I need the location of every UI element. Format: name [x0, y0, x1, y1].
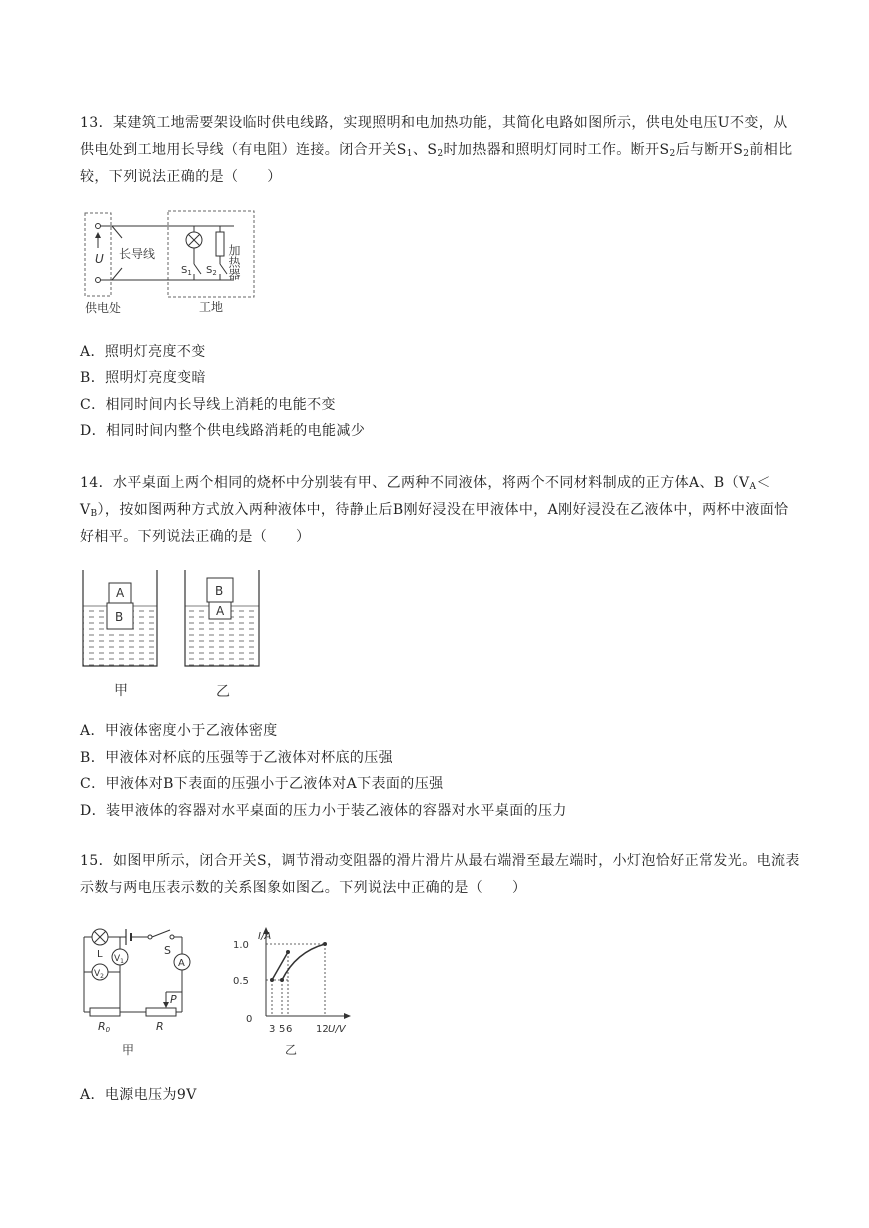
svg-text:A: A — [116, 586, 125, 600]
point — [280, 978, 284, 982]
q15-option-a: A．电源电压为9V — [80, 1087, 197, 1103]
q14-option-b: B．甲液体对杯底的压强等于乙液体对杯底的压强 — [80, 750, 394, 766]
question-14-stem: 14．水平桌面上两个相同的烧杯中分别装有甲、乙两种不同液体，将两个不同材料制成的正方体A、$B(V_A<V_B)$，按如图两种方式放入两种液体中，待静止后B刚好浸没在甲液体中，A刚好浸没在乙液体中，两杯中液面恰好相平。下列说法正确的是（ ） — [80, 475, 789, 545]
y-tick-05: 0.5 — [233, 976, 249, 987]
y-tick-0: 0 — [246, 1014, 253, 1025]
heater-label: 加热器 — [227, 244, 241, 280]
point — [270, 978, 274, 982]
switch-s1-icon — [194, 264, 201, 274]
q13-option-d: D．相同时间内整个供电线路消耗的电能减少 — [80, 423, 366, 439]
x-axis-label: U/V — [328, 1024, 346, 1035]
x-tick-6: 6 — [286, 1024, 293, 1035]
point — [323, 942, 327, 946]
guide-lines — [266, 944, 325, 1016]
switch-label: S — [164, 944, 171, 957]
s1-label: $S_1$ — [181, 265, 192, 277]
q13-circuit-diagram — [82, 208, 258, 316]
x-tick-5: 5 — [279, 1024, 286, 1035]
svg-text:V1: $V_1$ — [114, 954, 124, 965]
svg-text:V2: $V_2$ — [94, 969, 104, 980]
caption-jia: 甲 — [114, 683, 128, 699]
q14-beakers-diagram — [78, 566, 268, 700]
q14-option-c: C．甲液体对B下表面的压强小于乙液体对A下表面的压强 — [80, 776, 444, 792]
svg-text:A: A — [178, 958, 185, 969]
q14-option-d: D．装甲液体的容器对水平桌面的压力小于装乙液体的容器对水平桌面的压力 — [80, 803, 567, 819]
point — [286, 950, 290, 954]
y-axis-label: I/A — [258, 931, 272, 942]
supply-label: 供电处 — [85, 301, 122, 315]
caption-yi: 乙 — [216, 684, 230, 700]
r-label: R — [156, 1020, 164, 1033]
voltage-label: U — [95, 252, 104, 266]
heater-icon — [216, 232, 224, 256]
q15-iu-graph — [228, 924, 358, 1058]
s2-label: $S_2$ — [206, 265, 217, 277]
rheostat-icon — [146, 1008, 176, 1016]
svg-text:B: B — [215, 584, 224, 598]
caption-jia: 甲 — [122, 1043, 135, 1057]
q13-option-a: A．照明灯亮度不变 — [80, 344, 206, 360]
curve-r0 — [282, 944, 325, 980]
q13-option-c: C．相同时间内长导线上消耗的电能不变 — [80, 397, 336, 413]
svg-text:B: B — [115, 610, 124, 624]
resistor-r0-icon — [90, 1008, 120, 1016]
switch-s2-icon — [220, 264, 227, 274]
q13-option-b: B．照明灯亮度变暗 — [80, 370, 206, 386]
y-tick-1: 1.0 — [233, 940, 249, 951]
q14-option-a: A．甲液体密度小于乙液体密度 — [80, 723, 278, 739]
switch-icon — [152, 930, 170, 937]
lamp-label: L — [97, 949, 103, 960]
x-tick-3: 3 — [269, 1024, 276, 1035]
svg-text:A: A — [216, 604, 225, 618]
site-box — [168, 211, 254, 297]
svg-text:P: P — [170, 993, 177, 1006]
question-13-stem: 13．某建筑工地需要架设临时供电线路，实现照明和电加热功能，其简化电路如图所示，供电处电压U不变，从供电处到工地用长导线（有电阻）连接。闭合开关$S_1$、$S_2$时加热器和照明灯同时工作。断开$S_2$后与断开$S_2$前相比较，下列说法正确的是（ ） — [80, 115, 793, 185]
caption-yi: 乙 — [285, 1043, 298, 1057]
q15-circuit-diagram — [80, 924, 198, 1058]
question-15-stem: 15．如图甲所示，闭合开关S，调节滑动变阻器的滑片滑片从最右端滑至最左端时，小灯泡恰好正常发光。电流表示数与两电压表示数的关系图象如图乙。下列说法中正确的是（ ） — [80, 853, 800, 896]
r0-label: R0 — [98, 1020, 111, 1034]
curve-lamp — [272, 952, 288, 980]
x-tick-12: 12 — [316, 1024, 329, 1035]
site-label: 工地 — [199, 300, 224, 314]
wire-label: 长导线 — [119, 247, 156, 261]
